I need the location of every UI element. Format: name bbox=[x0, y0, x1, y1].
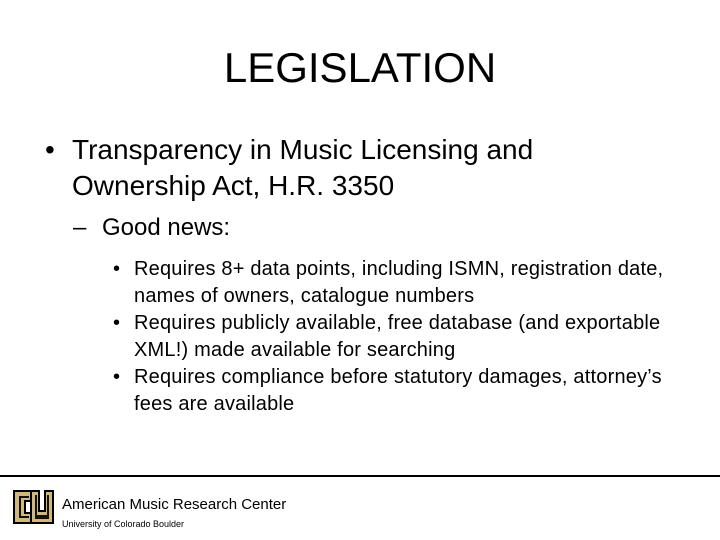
footer-divider bbox=[0, 475, 720, 477]
bullet-level3-list bbox=[113, 256, 673, 418]
bullet-level3-text: Requires 8+ data points, including ISMN, registration date, names of owners, catalogue numbers bbox=[134, 258, 664, 307]
slide-title: LEGISLATION bbox=[223, 44, 497, 91]
bullet-dash-icon: – bbox=[73, 214, 87, 241]
bullet-level1 bbox=[45, 132, 665, 204]
bullet-level2 bbox=[73, 212, 673, 244]
bullet-dot-icon: • bbox=[113, 258, 121, 280]
bullet-dot-icon: • bbox=[113, 366, 121, 388]
bullet-level1-text: Transparency in Music Licensing and Ownership Act, H.R. 3350 bbox=[72, 134, 534, 201]
bullet-level3-item bbox=[113, 310, 673, 364]
cu-logo-icon bbox=[11, 487, 55, 527]
bullet-dot-icon: • bbox=[113, 312, 121, 334]
bullet-level3-item bbox=[113, 364, 673, 418]
footer-organization: American Music Research Center bbox=[62, 496, 287, 513]
footer-subtitle: University of Colorado Boulder bbox=[62, 519, 185, 529]
bullet-level3-text: Requires compliance before statutory damages, attorney’s fees are available bbox=[134, 366, 662, 415]
bullet-dot-icon: • bbox=[45, 134, 55, 165]
bullet-level2-text: Good news: bbox=[102, 214, 231, 241]
bullet-level3-item bbox=[113, 256, 673, 310]
bullet-level3-text: Requires publicly available, free database (and exportable XML!) made available for searching bbox=[134, 312, 661, 361]
